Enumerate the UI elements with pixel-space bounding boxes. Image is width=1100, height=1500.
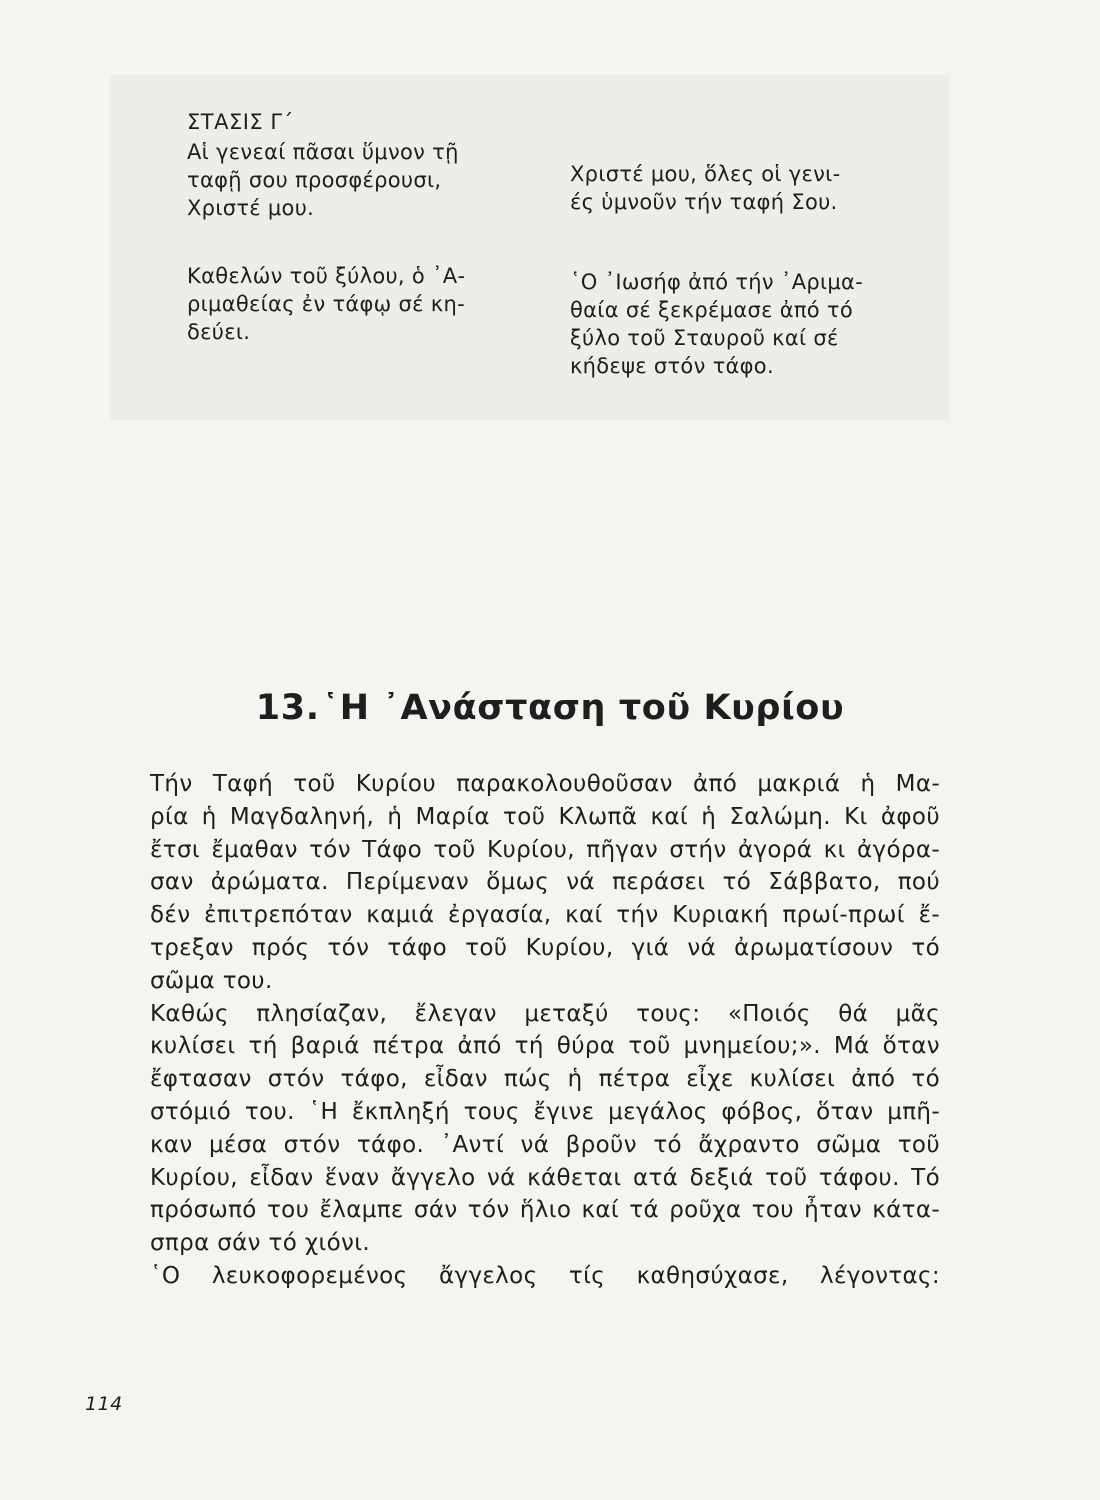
verse-2-translation [570, 268, 890, 380]
text-line: τρεξαν πρός τόν τάφο τοῦ Κυρίου, γιά νά ἀρωματίσουν τό [150, 934, 940, 961]
verse-line: Χριστέ μου. [187, 196, 315, 220]
text-line: δέν ἐπιτρεπόταν καμιά ἐργασία, καί τήν Κυριακή πρωί-πρωί ἔ- [150, 902, 940, 929]
text-line: ῾Ο λευκοφορεμένος ἄγγελος τίς καθησύχασε, λέγοντας: [150, 1262, 940, 1289]
verse-1-translation [570, 160, 890, 216]
text-line: ρία ἡ Μαγδαληνή, ἡ Μαρία τοῦ Κλωπᾶ καί ἡ Σαλώμη. Κι ἀφοῦ [150, 803, 940, 830]
paragraph-2 [150, 998, 940, 1260]
chapter-heading [0, 688, 1100, 728]
verse-line: ξύλο τοῦ Σταυροῦ καί σέ [570, 326, 839, 350]
verse-2-original [187, 262, 517, 346]
text-line: στόμιό του. ῾Η ἔκπληξή τους ἔγινε μεγάλος φόβος, ὅταν μπῆ- [150, 1098, 940, 1125]
verse-line: Χριστέ μου, ὅλες οἱ γενι- [570, 162, 841, 186]
text-line: Καθώς πλησίαζαν, ἔλεγαν μεταξύ τους: «Ποιός θά μᾶς [150, 1000, 940, 1027]
verse-line: ριμαθείας ἐν τάφῳ σέ κη- [187, 292, 465, 316]
verse-1-original [187, 138, 517, 222]
paragraph-3 [150, 1260, 940, 1293]
chapter-number: 13. [255, 688, 320, 728]
verse-line: Καθελών τοῦ ξύλου, ὁ ᾿Α- [187, 264, 466, 288]
verse-line: ῾Ο ᾿Ιωσήφ ἀπό τήν ᾿Αριμα- [570, 270, 864, 294]
page-number: 114 [85, 1393, 123, 1415]
text-line: Κυρίου, εἶδαν ἕναν ἄγγελο νά κάθεται ατά δεξιά τοῦ τάφου. Τό [150, 1164, 940, 1191]
verse-line: ταφῇ σου προσφέρουσι, [187, 168, 442, 192]
text-line: ἔφτασαν στόν τάφο, εἶδαν πώς ἡ πέτρα εἶχε κυλίσει ἀπό τό [150, 1066, 940, 1093]
chapter-body [150, 768, 940, 1293]
chapter-title: ῾Η ᾿Ανάσταση τοῦ Κυρίου [321, 688, 845, 728]
text-line: σαν ἀρώματα. Περίμεναν ὅμως νά περάσει τό Σάββατο, πού [150, 869, 940, 896]
text-line: ἔτσι ἔμαθαν τόν Τάφο τοῦ Κυρίου, πῆγαν στήν ἀγορά κι ἀγόρα- [150, 836, 940, 863]
text-line: πρόσωπό του ἔλαμπε σάν τόν ἥλιο καί τά ροῦχα του ἦταν κάτα- [150, 1197, 940, 1224]
verse-line: κήδεψε στόν τάφο. [570, 354, 774, 378]
paragraph-1 [150, 768, 940, 998]
text-line: καν μέσα στόν τάφο. ᾿Αντί νά βροῦν τό ἄχραντο σῶμα τοῦ [150, 1131, 940, 1158]
verse-line: Αἱ γενεαί πᾶσαι ὕμνον τῇ [187, 140, 459, 164]
text-line: σπρα σάν τό χιόνι. [150, 1230, 371, 1257]
stasis-label: ΣΤΑΣΙΣ Γ΄ [187, 110, 294, 134]
text-line: Τήν Ταφή τοῦ Κυρίου παρακολουθοῦσαν ἀπό μακριά ἡ Μα- [150, 771, 940, 797]
text-line: κυλίσει τή βαριά πέτρα ἀπό τή θύρα τοῦ μνημείου;». Μά ὅταν [150, 1033, 940, 1060]
verse-line: ές ὑμνοῦν τήν ταφή Σου. [570, 190, 838, 214]
verse-line: δεύει. [187, 320, 251, 344]
verse-line: θαία σέ ξεκρέμασε ἀπό τό [570, 298, 854, 322]
text-line: σῶμα του. [150, 967, 273, 994]
